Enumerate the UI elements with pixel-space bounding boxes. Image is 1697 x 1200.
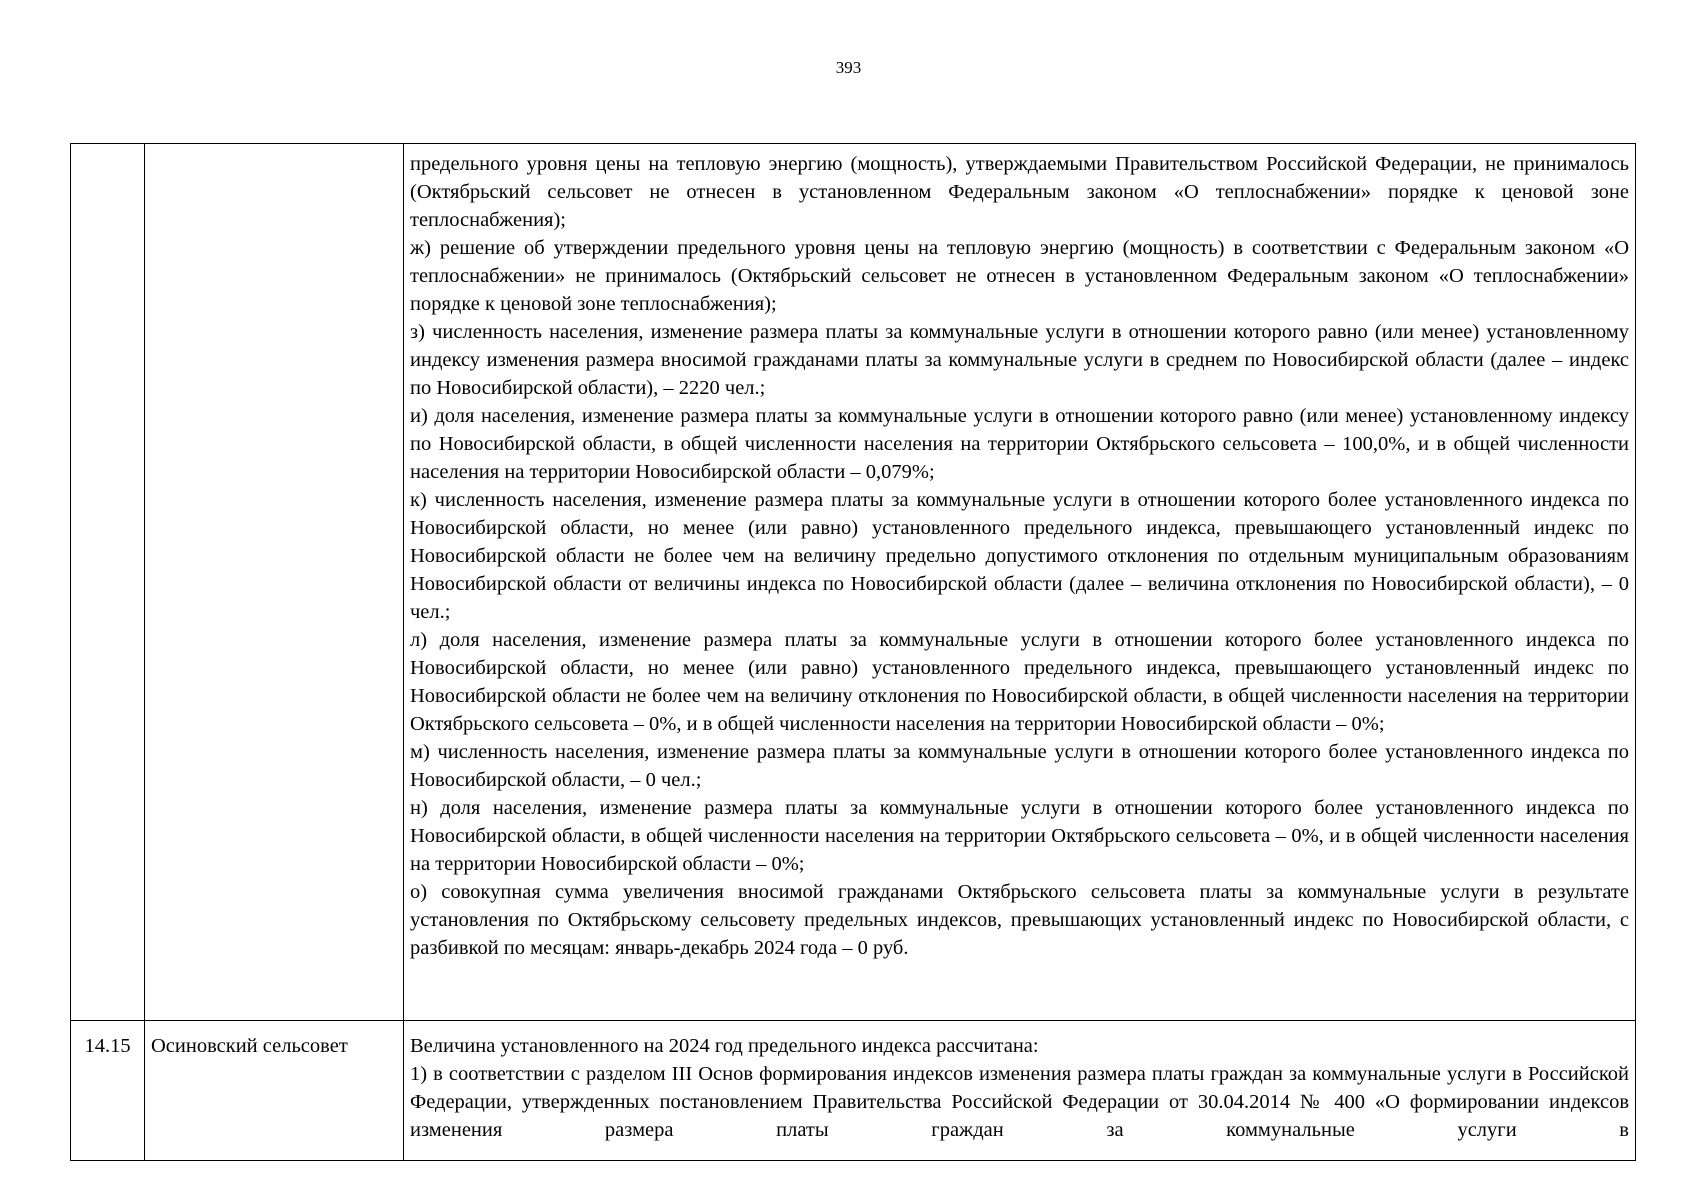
- description-cell: [404, 144, 1636, 1021]
- paragraph: м) численность населения, изменение размера платы за коммунальные услуги в отношении которого более установленного индекса по Новосибирской области, – 0 чел.;: [410, 741, 1629, 791]
- description-cell: [404, 1021, 1636, 1161]
- table-row: [71, 1021, 1636, 1161]
- paragraph: предельного уровня цены на тепловую энергию (мощность), утверждаемыми Правительством Российской Федерации, не принималось (Октябрьский сельсовет не отнесен в установленном Федеральным законом «О теплоснабжении» порядке к ценовой зоне теплоснабжения);: [410, 153, 1629, 231]
- data-table: [70, 143, 1636, 1161]
- municipality-name-cell: [145, 144, 404, 1021]
- row-number-cell: [71, 144, 145, 1021]
- paragraph: ж) решение об утверждении предельного уровня цены на тепловую энергию (мощность) в соответствии с Федеральным законом «О теплоснабжении» не принималось (Октябрьский сельсовет не отнесен в установленном Федеральным законом «О теплоснабжении» порядке к ценовой зоне теплоснабжения);: [410, 237, 1629, 315]
- table-row: [71, 144, 1636, 1021]
- paragraph: Величина установленного на 2024 год предельного индекса рассчитана:: [410, 1035, 1039, 1057]
- row-number-cell: 14.15: [71, 1021, 145, 1161]
- paragraph: з) численность населения, изменение размера платы за коммунальные услуги в отношении которого равно (или менее) установленному индексу изменения размера вносимой гражданами платы за коммунальные услуги в среднем по Новосибирской области (далее – индекс по Новосибирской области), – 2220 чел.;: [410, 321, 1629, 399]
- municipality-name-cell: Осиновский сельсовет: [145, 1021, 404, 1161]
- paragraph: к) численность населения, изменение размера платы за коммунальные услуги в отношении которого более установленного индекса по Новосибирской области, но менее (или равно) установленного предельного индекса, превышающего установленный индекс по Новосибирской области не более чем на величину предельно допустимого отклонения по отдельным муниципальным образованиям Новосибирской области от величины индекса по Новосибирской области (далее – величина отклонения по Новосибирской области), – 0 чел.;: [410, 489, 1629, 623]
- paragraph: и) доля населения, изменение размера платы за коммунальные услуги в отношении которого равно (или менее) установленному индексу по Новосибирской области, в общей численности населения на территории Октябрьского сельсовета – 100,0%, и в общей численности населения на территории Новосибирской области – 0,079%;: [410, 405, 1629, 483]
- paragraph: н) доля населения, изменение размера платы за коммунальные услуги в отношении которого более установленного индекса по Новосибирской области, в общей численности населения на территории Октябрьского сельсовета – 0%, и в общей численности населения на территории Новосибирской области – 0%;: [410, 797, 1629, 875]
- paragraph: 1) в соответствии с разделом III Основ формирования индексов изменения размера платы граждан за коммунальные услуги в Российской Федерации, утвержденных постановлением Правительства Российской Федерации от 30.04.2014 № 400 «О формировании индексов изменения размера платы граждан за коммунальные услуги в: [410, 1063, 1629, 1141]
- paragraph: л) доля населения, изменение размера платы за коммунальные услуги в отношении которого более установленного индекса по Новосибирской области, но менее (или равно) установленного предельного индекса, превышающего установленный индекс по Новосибирской области не более чем на величину отклонения по Новосибирской области, в общей численности населения на территории Октябрьского сельсовета – 0%, и в общей численности населения на территории Новосибирской области – 0%;: [410, 629, 1629, 735]
- page-number: 393: [835, 58, 862, 77]
- paragraph: о) совокупная сумма увеличения вносимой гражданами Октябрьского сельсовета платы за коммунальные услуги в результате установления по Октябрьскому сельсовету предельных индексов, превышающих установленный индекс по Новосибирской области, с разбивкой по месяцам: январь-декабрь 2024 года – 0 руб.: [410, 881, 1629, 959]
